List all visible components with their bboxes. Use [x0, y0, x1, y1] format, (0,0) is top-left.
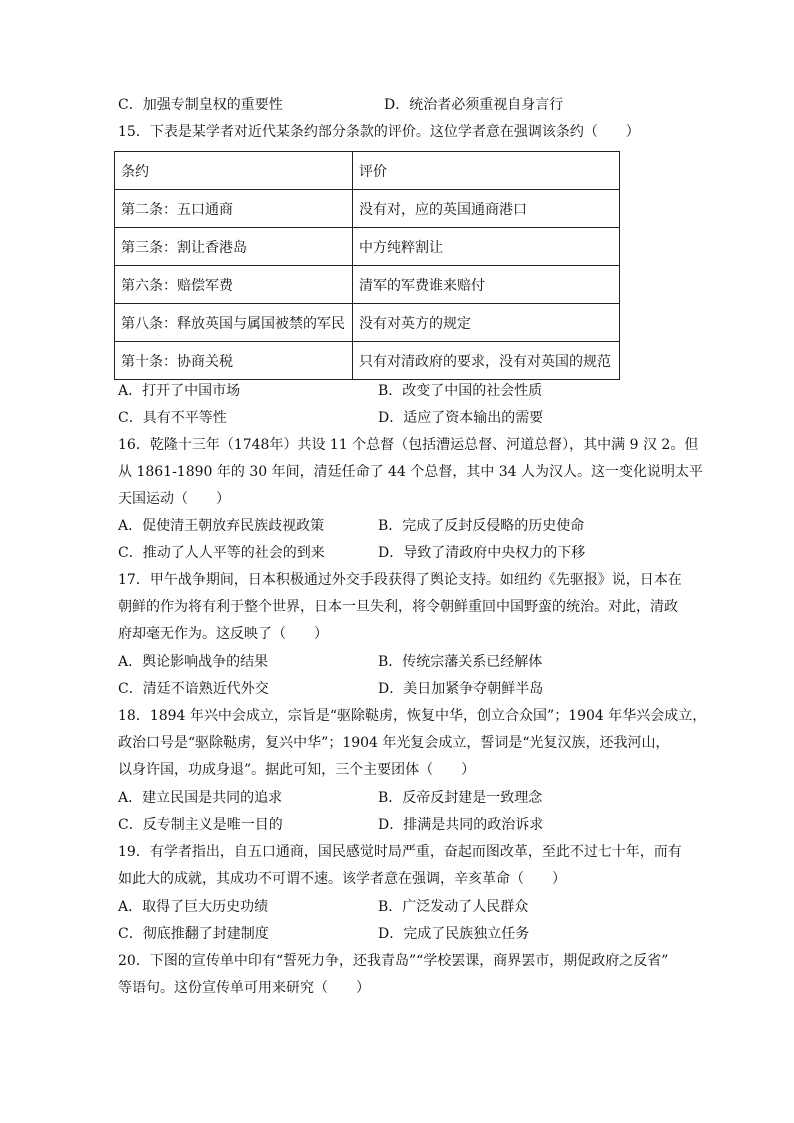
q19-option-c: C．彻底推翻了封建制度	[118, 926, 269, 942]
q16-option-d: D．导致了清政府中央权力的下移	[378, 545, 586, 561]
q19-option-a: A．取得了巨大历史功绩	[118, 899, 269, 915]
q19-option-d: D．完成了民族独立任务	[378, 926, 530, 942]
q19-option-b: B．广泛发动了人民群众	[378, 899, 529, 915]
q15-option-c: C．具有不平等性	[118, 410, 227, 426]
q17-stem-line: 朝鲜的作为将有利于整个世界，日本一旦失利，将令朝鲜重回中国野蛮的统治。对此，清政	[118, 599, 678, 615]
q15-option-b: B．改变了中国的社会性质	[378, 383, 543, 399]
q20-stem-line: 等语句。这份宣传单可用来研究（ ）	[118, 980, 370, 996]
table-cell: 只有对清政府的要求，没有对英国的规范	[353, 342, 620, 380]
q15-treaty-table	[114, 151, 620, 380]
q15-option-a: A．打开了中国市场	[118, 383, 241, 399]
q16-stem-line: 天国运动（ ）	[118, 491, 230, 507]
q17-stem-line: 17．甲午战争期间，日本积极通过外交手段获得了舆论支持。如纽约《先驱报》说，日本在	[118, 572, 682, 588]
q14-option-c: C．加强专制皇权的重要性	[118, 97, 283, 113]
q18-stem-line: 18．1894 年兴中会成立，宗旨是“驱除鞑虏，恢复中华，创立合众国”；1904 年华兴会成立，	[118, 708, 707, 724]
table-header-row	[115, 152, 620, 190]
q18-option-d: D．排满是共同的政治诉求	[378, 817, 544, 833]
q16-option-a: A．促使清王朝放弃民族歧视政策	[118, 518, 325, 534]
table-cell: 第六条：赔偿军费	[115, 266, 353, 304]
q18-option-b: B．反帝反封建是一致理念	[378, 790, 543, 806]
table-cell: 中方纯粹割让	[353, 228, 620, 266]
q19-stem-line: 19．有学者指出，自五口通商，国民感觉时局严重，奋起而图改革，至此不过七十年，而有	[118, 844, 682, 860]
q18-stem-line: 政治口号是“驱除鞑虏，复兴中华”；1904 年光复会成立，誓词是“光复汉族，还我河山，	[118, 735, 670, 751]
q14-option-d: D．统治者必须重视自身言行	[384, 97, 564, 113]
table-row	[115, 342, 620, 380]
q19-stem-line: 如此大的成就，其成功不可谓不速。该学者意在强调，辛亥革命（ ）	[118, 871, 566, 887]
table-cell: 清军的军费谁来赔付	[353, 266, 620, 304]
q18-option-a: A．建立民国是共同的追求	[118, 790, 283, 806]
q17-option-a: A．舆论影响战争的结果	[118, 654, 269, 670]
table-cell: 没有对英方的规定	[353, 304, 620, 342]
q15-stem: 15．下表是某学者对近代某条约部分条款的评价。这位学者意在强调该条约（ ）	[118, 124, 640, 140]
table-header-cell: 条约	[115, 152, 353, 190]
table-cell: 第三条：割让香港岛	[115, 228, 353, 266]
table-cell: 第二条：五口通商	[115, 190, 353, 228]
table-cell: 没有对，应的英国通商港口	[353, 190, 620, 228]
q17-option-c: C．清廷不谙熟近代外交	[118, 681, 269, 697]
q15-option-d: D．适应了资本输出的需要	[378, 410, 544, 426]
table-row	[115, 266, 620, 304]
table-header-cell: 评价	[353, 152, 620, 190]
q18-option-c: C．反专制主义是唯一目的	[118, 817, 283, 833]
q17-stem-line: 府却毫无作为。这反映了（ ）	[118, 626, 328, 642]
table-row	[115, 228, 620, 266]
table-cell: 第十条：协商关税	[115, 342, 353, 380]
q16-stem-line: 16．乾隆十三年（1748年）共设 11 个总督（包括漕运总督、河道总督），其中满 9 汉 2。但	[118, 437, 699, 453]
q20-stem-line: 20．下图的宣传单中印有“誓死力争，还我青岛”“学校罢课，商界罢市，期促政府之反省”	[118, 953, 669, 969]
table-row	[115, 304, 620, 342]
table-cell: 第八条：释放英国与属国被禁的军民	[115, 304, 353, 342]
table-row	[115, 190, 620, 228]
q17-option-b: B．传统宗藩关系已经解体	[378, 654, 543, 670]
q16-option-b: B．完成了反封反侵略的历史使命	[378, 518, 585, 534]
q16-option-c: C．推动了人人平等的社会的到来	[118, 545, 325, 561]
q17-option-d: D．美日加紧争夺朝鲜半岛	[378, 681, 544, 697]
q16-stem-line: 从 1861-1890 年的 30 年间，清廷任命了 44 个总督，其中 34 人为汉人。这一变化说明太平	[118, 464, 704, 480]
q18-stem-line: 以身许国，功成身退”。据此可知，三个主要团体（ ）	[118, 762, 476, 778]
